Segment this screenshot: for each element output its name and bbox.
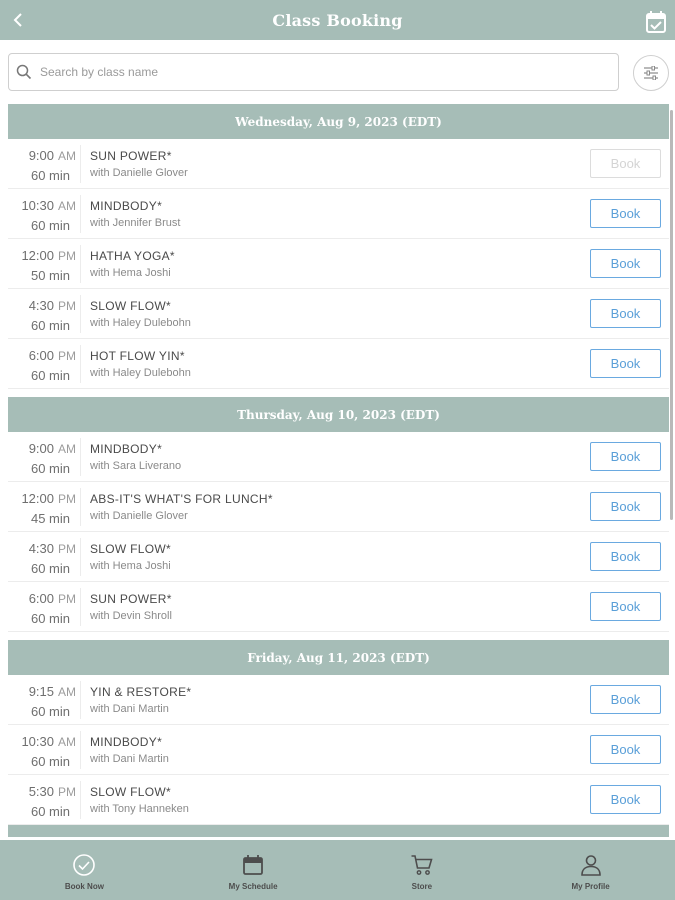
time-ampm: AM <box>58 735 76 749</box>
class-name: SUN POWER* <box>90 149 172 163</box>
check-circle-icon <box>72 853 96 877</box>
class-row <box>8 775 669 825</box>
tab-my-profile[interactable] <box>506 840 675 900</box>
class-instructor: with Dani Martin <box>90 703 169 715</box>
class-instructor: with Hema Joshi <box>90 267 171 279</box>
row-divider <box>80 295 81 333</box>
time-ampm: PM <box>58 349 76 363</box>
class-row <box>8 289 669 339</box>
class-name: SLOW FLOW* <box>90 542 172 556</box>
time-value: 10:30 <box>21 734 54 749</box>
book-button-disabled: Book <box>590 149 661 178</box>
scrollbar[interactable] <box>670 110 673 520</box>
class-instructor: with Devin Shroll <box>90 610 172 622</box>
time-ampm: PM <box>58 299 76 313</box>
class-row <box>8 725 669 775</box>
back-button[interactable] <box>6 6 30 34</box>
time-ampm: AM <box>58 199 76 213</box>
class-duration: 60 min <box>30 704 70 719</box>
book-button[interactable]: Book <box>590 199 661 228</box>
class-time <box>8 591 76 606</box>
class-name: YIN & RESTORE* <box>90 685 192 699</box>
search-row <box>8 53 668 93</box>
row-divider <box>80 681 81 719</box>
class-duration: 60 min <box>30 561 70 576</box>
time-ampm: AM <box>58 149 76 163</box>
class-duration: 50 min <box>30 268 70 283</box>
bottom-tab-bar <box>0 840 675 900</box>
day-section <box>8 397 669 632</box>
time-value: 10:30 <box>21 198 54 213</box>
class-duration: 60 min <box>30 804 70 819</box>
class-row <box>8 675 669 725</box>
class-list <box>8 104 669 837</box>
next-day-header-partial <box>8 825 669 837</box>
book-button[interactable]: Book <box>590 492 661 521</box>
class-instructor: with Jennifer Brust <box>90 217 181 229</box>
class-name: MINDBODY* <box>90 199 163 213</box>
row-divider <box>80 781 81 819</box>
time-value: 6:00 <box>28 348 54 363</box>
class-instructor: with Danielle Glover <box>90 167 188 179</box>
class-duration: 60 min <box>30 318 70 333</box>
class-name: HATHA YOGA* <box>90 249 175 263</box>
tab-label: Store <box>411 882 433 891</box>
row-divider <box>80 538 81 576</box>
class-row <box>8 582 669 632</box>
book-button[interactable]: Book <box>590 299 661 328</box>
time-ampm: PM <box>58 785 76 799</box>
search-input[interactable] <box>40 65 580 79</box>
class-time <box>8 491 76 506</box>
tab-store[interactable] <box>338 840 507 900</box>
class-duration: 60 min <box>30 218 70 233</box>
class-name: HOT FLOW YIN* <box>90 349 185 363</box>
class-instructor: with Hema Joshi <box>90 560 171 572</box>
class-row <box>8 139 669 189</box>
class-name: SUN POWER* <box>90 592 172 606</box>
time-ampm: AM <box>58 442 76 456</box>
tab-book-now[interactable] <box>0 840 169 900</box>
calendar-check-icon <box>645 10 667 34</box>
class-time <box>8 784 76 799</box>
search-icon <box>16 64 32 80</box>
class-duration: 45 min <box>30 511 70 526</box>
class-time <box>8 198 76 213</box>
calendar-icon <box>241 853 265 877</box>
search-box[interactable] <box>8 53 619 91</box>
page-title: Class Booking <box>272 10 403 30</box>
time-ampm: PM <box>58 542 76 556</box>
row-divider <box>80 195 81 233</box>
calendar-check-button[interactable] <box>645 10 667 34</box>
time-value: 12:00 <box>21 491 54 506</box>
class-time <box>8 541 76 556</box>
row-divider <box>80 588 81 626</box>
book-button[interactable]: Book <box>590 685 661 714</box>
row-divider <box>80 245 81 283</box>
filter-sliders-icon <box>643 66 659 80</box>
class-duration: 60 min <box>30 461 70 476</box>
row-divider <box>80 145 81 183</box>
day-header: Thursday, Aug 10, 2023 (EDT) <box>8 397 669 432</box>
cart-icon <box>410 853 434 877</box>
class-duration: 60 min <box>30 368 70 383</box>
class-duration: 60 min <box>30 611 70 626</box>
class-row <box>8 532 669 582</box>
time-ampm: PM <box>58 249 76 263</box>
class-instructor: with Sara Liverano <box>90 460 182 472</box>
row-divider <box>80 438 81 476</box>
class-row <box>8 189 669 239</box>
time-value: 9:00 <box>28 148 54 163</box>
class-time <box>8 684 76 699</box>
class-instructor: with Danielle Glover <box>90 510 188 522</box>
book-button[interactable]: Book <box>590 592 661 621</box>
class-duration: 60 min <box>30 754 70 769</box>
class-time <box>8 348 76 363</box>
book-button[interactable]: Book <box>590 349 661 378</box>
book-button[interactable]: Book <box>590 442 661 471</box>
row-divider <box>80 731 81 769</box>
day-header: Wednesday, Aug 9, 2023 (EDT) <box>8 104 669 139</box>
day-header: Friday, Aug 11, 2023 (EDT) <box>8 640 669 675</box>
class-row <box>8 432 669 482</box>
class-name: MINDBODY* <box>90 442 163 456</box>
time-value: 6:00 <box>28 591 54 606</box>
day-section <box>8 640 669 837</box>
class-instructor: with Haley Dulebohn <box>90 367 191 379</box>
class-duration: 60 min <box>30 168 70 183</box>
time-ampm: AM <box>58 685 76 699</box>
day-section <box>8 104 669 389</box>
row-divider <box>80 345 81 383</box>
class-time <box>8 734 76 749</box>
tab-label: My Schedule <box>228 882 278 891</box>
class-instructor: with Haley Dulebohn <box>90 317 191 329</box>
class-instructor: with Dani Martin <box>90 753 169 765</box>
time-ampm: PM <box>58 592 76 606</box>
filter-button[interactable] <box>633 55 669 91</box>
book-button[interactable]: Book <box>590 735 661 764</box>
class-row <box>8 239 669 289</box>
chevron-left-icon <box>12 12 24 28</box>
class-time <box>8 248 76 263</box>
class-instructor: with Tony Hanneken <box>90 803 189 815</box>
class-name: SLOW FLOW* <box>90 299 172 313</box>
time-value: 4:30 <box>28 541 54 556</box>
time-value: 12:00 <box>21 248 54 263</box>
person-icon <box>579 853 603 877</box>
time-value: 5:30 <box>28 784 54 799</box>
book-button[interactable]: Book <box>590 542 661 571</box>
class-row <box>8 339 669 389</box>
tab-label: Book Now <box>64 882 104 891</box>
class-time <box>8 441 76 456</box>
top-app-bar <box>0 0 675 40</box>
time-ampm: PM <box>58 492 76 506</box>
class-time <box>8 298 76 313</box>
tab-label: My Profile <box>571 882 610 891</box>
class-row <box>8 482 669 532</box>
tab-my-schedule[interactable] <box>169 840 338 900</box>
class-name: SLOW FLOW* <box>90 785 172 799</box>
time-value: 9:00 <box>28 441 54 456</box>
class-name: ABS-IT'S WHAT'S FOR LUNCH* <box>90 492 273 506</box>
time-value: 9:15 <box>28 684 54 699</box>
row-divider <box>80 488 81 526</box>
class-name: MINDBODY* <box>90 735 163 749</box>
book-button[interactable]: Book <box>590 785 661 814</box>
class-time <box>8 148 76 163</box>
book-button[interactable]: Book <box>590 249 661 278</box>
time-value: 4:30 <box>28 298 54 313</box>
